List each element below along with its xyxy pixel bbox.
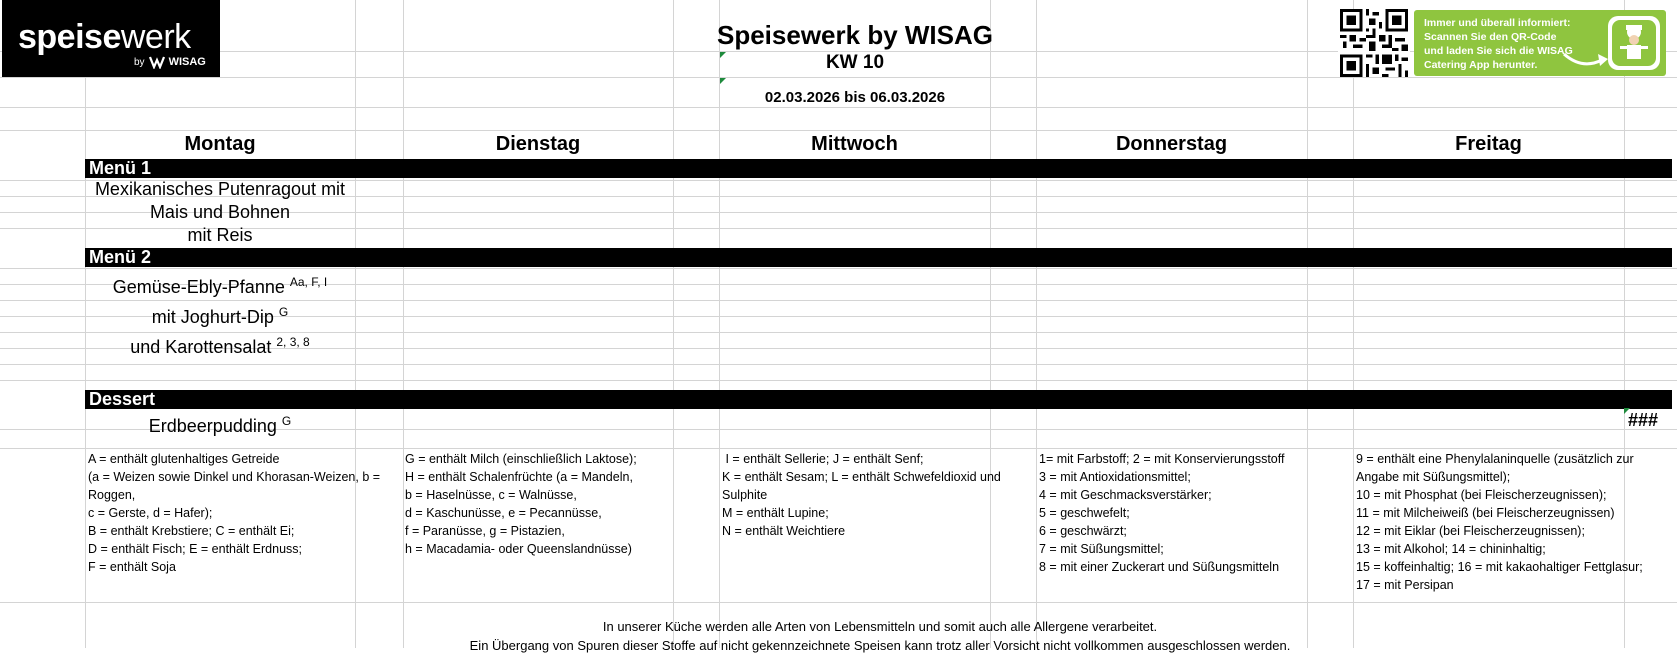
allergen-legend-col2 — [405, 450, 637, 558]
legend-line: 8 = mit einer Zuckerart und Süßungsmitteln — [1039, 560, 1280, 574]
dish-line: und Karottensalat $^{2, 3, 8}$ — [130, 335, 310, 357]
legend-line: 10 = mit Phosphat (bei Fleischerzeugnissen); — [1356, 488, 1607, 502]
qr-code-icon — [1338, 9, 1410, 77]
cell-overflow-marker: ### — [1628, 410, 1659, 430]
legend-line: 5 = geschwefelt; — [1039, 506, 1130, 520]
legend-line: Roggen, — [88, 488, 136, 502]
legend-line: h = Macadamia- oder Queenslandnüsse) — [405, 542, 632, 556]
logo-byline — [134, 55, 206, 69]
allergen-superscript: Aa, F, I — [289, 275, 328, 289]
legend-line: Sulphite — [722, 488, 768, 502]
legend-line: K = enthält Sesam; L = enthält Schwefeldioxid und — [722, 470, 1001, 484]
legend-line: 9 = enthält eine Phenylalaninquelle (zusätzlich zur — [1356, 452, 1634, 466]
additive-legend-col5 — [1356, 450, 1643, 594]
legend-line: 17 = mit Persipan — [1356, 578, 1454, 592]
wisag-mark-icon — [149, 55, 165, 69]
legend-line: B = enthält Krebstiere; C = enthält Ei; — [88, 524, 295, 538]
logo-wordmark: speisewerk — [18, 18, 191, 56]
legend-line: 11 = mit Milcheiweiß (bei Fleischerzeugnissen) — [1356, 506, 1615, 520]
arrow-icon — [1562, 50, 1612, 70]
additive-legend-col4 — [1039, 450, 1284, 576]
disclaimer-line: Ein Übergang von Spuren dieser Stoffe auf nicht gekennzeichnete Speisen kann trotz aller Vorsicht nicht vollkommen ausgeschlossen werden. — [469, 638, 1291, 653]
allergen-superscript: 2, 3, 8 — [276, 335, 310, 349]
catering-app-banner — [1414, 10, 1666, 76]
chef-icon — [1608, 16, 1660, 70]
dish-line: Erdbeerpudding $^G$ — [148, 414, 292, 436]
logo-brand-text: WISAG — [168, 56, 206, 68]
allergen-legend-col3 — [722, 450, 1001, 540]
legend-line: f = Paranüsse, g = Pistazien, — [405, 524, 565, 538]
speisewerk-logo — [2, 0, 220, 77]
calendar-week: KW 10 — [825, 52, 885, 73]
page-title: Speisewerk by WISAG — [717, 20, 993, 50]
dish-line: Mexikanisches Putenragout mit — [94, 179, 346, 199]
dish-montag-menu1 — [85, 178, 355, 247]
legend-line: 1= mit Farbstoff; 2 = mit Konservierungsstoff — [1039, 452, 1285, 466]
logo-by-text: by — [134, 56, 145, 68]
dish-montag-dessert — [85, 410, 355, 438]
day-header-dienstag: Dienstag — [495, 133, 581, 155]
legend-line: 6 = geschwärzt; — [1039, 524, 1127, 538]
cell-comment-marker-icon — [720, 78, 726, 84]
legend-line: c = Gerste, d = Hafer); — [88, 506, 213, 520]
disclaimer-line: In unserer Küche werden alle Arten von Lebensmitteln und somit auch alle Allergene verarbeitet. — [602, 619, 1158, 634]
allergen-disclaimer — [80, 617, 1677, 655]
legend-line: 15 = koffeinhaltig; 16 = mit kakaohaltiger Fettglasur; — [1356, 560, 1643, 574]
legend-line: H = enthält Schalenfrüchte (a = Mandeln, — [405, 470, 633, 484]
legend-line: 3 = mit Antioxidationsmittel; — [1039, 470, 1191, 484]
legend-line: 4 = mit Geschmacksverstärker; — [1039, 488, 1212, 502]
legend-line: 13 = mit Alkohol; 14 = chininhaltig; — [1356, 542, 1546, 556]
date-range: 02.03.2026 bis 06.03.2026 — [764, 89, 946, 106]
legend-line: b = Haselnüsse, c = Walnüsse, — [405, 488, 577, 502]
dish-montag-menu2 — [85, 270, 355, 360]
day-header-montag: Montag — [184, 133, 256, 155]
dish-line: mit Joghurt-Dip $^G$ — [151, 305, 289, 327]
legend-line: d = Kaschunüsse, e = Pecannüsse, — [405, 506, 602, 520]
app-banner-text: Immer und überall informiert: Scannen Sie den QR-Code und laden Sie sich die WISAG Catering App herunter. — [1424, 17, 1573, 71]
dish-line: Mais und Bohnen — [149, 202, 291, 222]
legend-line: (a = Weizen sowie Dinkel und Khorasan-Weizen, b = — [88, 470, 381, 484]
legend-line: Angabe mit Süßungsmittel); — [1356, 470, 1511, 484]
section-bar-menu2: Menü 2 — [85, 248, 1672, 267]
day-header-mittwoch: Mittwoch — [811, 133, 898, 155]
section-bar-menu1: Menü 1 — [85, 159, 1672, 178]
legend-line: G = enthält Milch (einschließlich Laktose); — [405, 452, 637, 466]
legend-line: A = enthält glutenhaltiges Getreide — [88, 452, 280, 466]
allergen-superscript: G — [281, 414, 292, 428]
legend-line: I = enthält Sellerie; J = enthält Senf; — [722, 452, 924, 466]
allergen-legend-col1 — [88, 450, 380, 576]
dish-line: mit Reis — [187, 225, 253, 245]
legend-line: M = enthält Lupine; — [722, 506, 829, 520]
day-header-freitag: Freitag — [1455, 133, 1522, 155]
legend-line: N = enthält Weichtiere — [722, 524, 846, 538]
legend-line: F = enthält Soja — [88, 560, 176, 574]
legend-line: 7 = mit Süßungsmittel; — [1039, 542, 1164, 556]
section-bar-dessert: Dessert — [85, 390, 1672, 409]
legend-line: 12 = mit Eiklar (bei Fleischerzeugnissen); — [1356, 524, 1585, 538]
dish-line: Gemüse-Ebly-Pfanne $^{Aa, F, I}$ — [112, 275, 328, 297]
allergen-superscript: G — [278, 305, 289, 319]
legend-line: D = enthält Fisch; E = enthält Erdnuss; — [88, 542, 303, 556]
day-header-donnerstag: Donnerstag — [1115, 133, 1228, 155]
